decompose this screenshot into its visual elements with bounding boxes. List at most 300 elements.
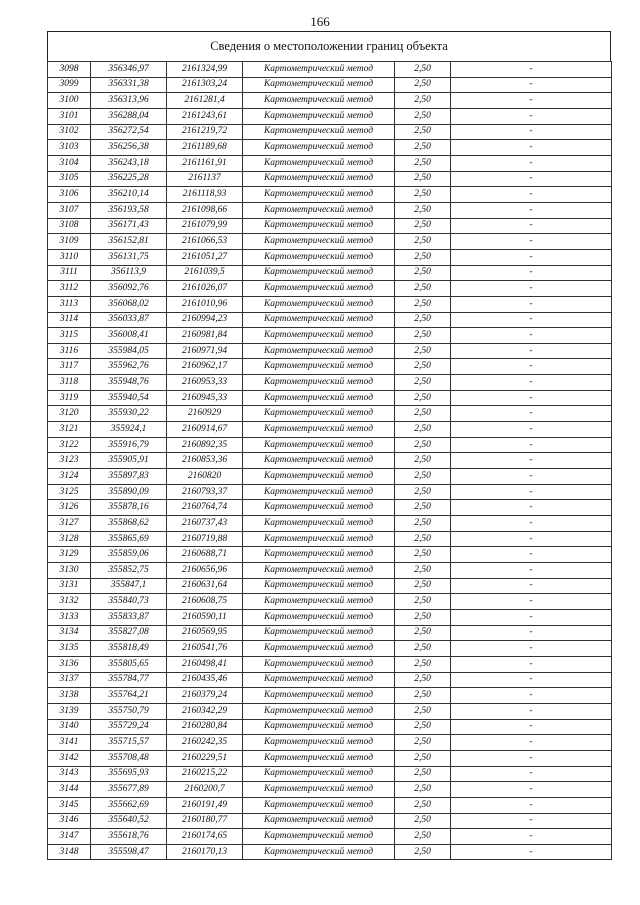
point-number-cell: 3144 bbox=[48, 782, 91, 798]
accuracy-cell: 2,50 bbox=[395, 375, 451, 391]
table-row bbox=[48, 484, 612, 500]
description-cell: - bbox=[451, 516, 612, 532]
accuracy-cell: 2,50 bbox=[395, 62, 451, 78]
table-row bbox=[48, 202, 612, 218]
accuracy-cell: 2,50 bbox=[395, 750, 451, 766]
point-number-cell: 3119 bbox=[48, 390, 91, 406]
y-coordinate-cell: 2160435,46 bbox=[167, 672, 243, 688]
table-row bbox=[48, 688, 612, 704]
accuracy-cell: 2,50 bbox=[395, 171, 451, 187]
x-coordinate-cell: 355984,05 bbox=[91, 343, 167, 359]
description-cell: - bbox=[451, 281, 612, 297]
description-cell: - bbox=[451, 594, 612, 610]
accuracy-cell: 2,50 bbox=[395, 234, 451, 250]
point-number-cell: 3148 bbox=[48, 844, 91, 860]
x-coordinate-cell: 356113,9 bbox=[91, 265, 167, 281]
x-coordinate-cell: 356131,75 bbox=[91, 249, 167, 265]
description-cell: - bbox=[451, 249, 612, 265]
table-row bbox=[48, 359, 612, 375]
table-row bbox=[48, 124, 612, 140]
table-row bbox=[48, 844, 612, 860]
description-cell: - bbox=[451, 437, 612, 453]
x-coordinate-cell: 355662,69 bbox=[91, 797, 167, 813]
table-row bbox=[48, 672, 612, 688]
point-number-cell: 3104 bbox=[48, 155, 91, 171]
table-row bbox=[48, 249, 612, 265]
method-cell: Картометрический метод bbox=[243, 547, 395, 563]
method-cell: Картометрический метод bbox=[243, 531, 395, 547]
point-number-cell: 3140 bbox=[48, 719, 91, 735]
description-cell: - bbox=[451, 719, 612, 735]
accuracy-cell: 2,50 bbox=[395, 844, 451, 860]
accuracy-cell: 2,50 bbox=[395, 296, 451, 312]
table-row bbox=[48, 328, 612, 344]
point-number-cell: 3131 bbox=[48, 578, 91, 594]
y-coordinate-cell: 2161281,4 bbox=[167, 93, 243, 109]
description-cell: - bbox=[451, 782, 612, 798]
x-coordinate-cell: 355750,79 bbox=[91, 703, 167, 719]
x-coordinate-cell: 356346,97 bbox=[91, 62, 167, 78]
x-coordinate-cell: 356225,28 bbox=[91, 171, 167, 187]
y-coordinate-cell: 2160719,88 bbox=[167, 531, 243, 547]
x-coordinate-cell: 355827,08 bbox=[91, 625, 167, 641]
table-row bbox=[48, 218, 612, 234]
method-cell: Картометрический метод bbox=[243, 312, 395, 328]
y-coordinate-cell: 2160981,84 bbox=[167, 328, 243, 344]
point-number-cell: 3137 bbox=[48, 672, 91, 688]
description-cell: - bbox=[451, 77, 612, 93]
description-cell: - bbox=[451, 813, 612, 829]
point-number-cell: 3128 bbox=[48, 531, 91, 547]
description-cell: - bbox=[451, 108, 612, 124]
method-cell: Картометрический метод bbox=[243, 359, 395, 375]
method-cell: Картометрический метод bbox=[243, 703, 395, 719]
point-number-cell: 3134 bbox=[48, 625, 91, 641]
point-number-cell: 3113 bbox=[48, 296, 91, 312]
table-row bbox=[48, 656, 612, 672]
x-coordinate-cell: 355878,16 bbox=[91, 500, 167, 516]
y-coordinate-cell: 2160242,35 bbox=[167, 735, 243, 751]
method-cell: Картометрический метод bbox=[243, 77, 395, 93]
point-number-cell: 3141 bbox=[48, 735, 91, 751]
method-cell: Картометрический метод bbox=[243, 328, 395, 344]
accuracy-cell: 2,50 bbox=[395, 281, 451, 297]
table-row bbox=[48, 281, 612, 297]
x-coordinate-cell: 355618,76 bbox=[91, 829, 167, 845]
description-cell: - bbox=[451, 312, 612, 328]
point-number-cell: 3122 bbox=[48, 437, 91, 453]
x-coordinate-cell: 355729,24 bbox=[91, 719, 167, 735]
table-row bbox=[48, 155, 612, 171]
point-number-cell: 3130 bbox=[48, 563, 91, 579]
accuracy-cell: 2,50 bbox=[395, 328, 451, 344]
method-cell: Картометрический метод bbox=[243, 437, 395, 453]
y-coordinate-cell: 2160656,96 bbox=[167, 563, 243, 579]
point-number-cell: 3107 bbox=[48, 202, 91, 218]
accuracy-cell: 2,50 bbox=[395, 108, 451, 124]
point-number-cell: 3098 bbox=[48, 62, 91, 78]
y-coordinate-cell: 2160215,22 bbox=[167, 766, 243, 782]
point-number-cell: 3136 bbox=[48, 656, 91, 672]
y-coordinate-cell: 2160994,23 bbox=[167, 312, 243, 328]
table-row bbox=[48, 343, 612, 359]
description-cell: - bbox=[451, 750, 612, 766]
description-cell: - bbox=[451, 844, 612, 860]
description-cell: - bbox=[451, 124, 612, 140]
x-coordinate-cell: 355905,91 bbox=[91, 453, 167, 469]
x-coordinate-cell: 355708,48 bbox=[91, 750, 167, 766]
table-row bbox=[48, 422, 612, 438]
point-number-cell: 3145 bbox=[48, 797, 91, 813]
accuracy-cell: 2,50 bbox=[395, 766, 451, 782]
method-cell: Картометрический метод bbox=[243, 469, 395, 485]
y-coordinate-cell: 2160631,64 bbox=[167, 578, 243, 594]
method-cell: Картометрический метод bbox=[243, 594, 395, 610]
y-coordinate-cell: 2160541,76 bbox=[167, 641, 243, 657]
method-cell: Картометрический метод bbox=[243, 844, 395, 860]
description-cell: - bbox=[451, 735, 612, 751]
point-number-cell: 3132 bbox=[48, 594, 91, 610]
table-row bbox=[48, 750, 612, 766]
y-coordinate-cell: 2160170,13 bbox=[167, 844, 243, 860]
table-row bbox=[48, 77, 612, 93]
method-cell: Картометрический метод bbox=[243, 296, 395, 312]
y-coordinate-cell: 2160191,49 bbox=[167, 797, 243, 813]
point-number-cell: 3138 bbox=[48, 688, 91, 704]
accuracy-cell: 2,50 bbox=[395, 735, 451, 751]
table-row bbox=[48, 516, 612, 532]
method-cell: Картометрический метод bbox=[243, 688, 395, 704]
table-row bbox=[48, 609, 612, 625]
table-row bbox=[48, 829, 612, 845]
description-cell: - bbox=[451, 656, 612, 672]
y-coordinate-cell: 2160914,67 bbox=[167, 422, 243, 438]
method-cell: Картометрический метод bbox=[243, 484, 395, 500]
description-cell: - bbox=[451, 140, 612, 156]
description-cell: - bbox=[451, 234, 612, 250]
method-cell: Картометрический метод bbox=[243, 422, 395, 438]
method-cell: Картометрический метод bbox=[243, 140, 395, 156]
method-cell: Картометрический метод bbox=[243, 343, 395, 359]
y-coordinate-cell: 2161079,99 bbox=[167, 218, 243, 234]
table-row bbox=[48, 625, 612, 641]
point-number-cell: 3125 bbox=[48, 484, 91, 500]
y-coordinate-cell: 2161051,27 bbox=[167, 249, 243, 265]
y-coordinate-cell: 2160737,43 bbox=[167, 516, 243, 532]
method-cell: Картометрический метод bbox=[243, 766, 395, 782]
description-cell: - bbox=[451, 453, 612, 469]
x-coordinate-cell: 356033,87 bbox=[91, 312, 167, 328]
method-cell: Картометрический метод bbox=[243, 829, 395, 845]
point-number-cell: 3101 bbox=[48, 108, 91, 124]
accuracy-cell: 2,50 bbox=[395, 531, 451, 547]
accuracy-cell: 2,50 bbox=[395, 249, 451, 265]
accuracy-cell: 2,50 bbox=[395, 813, 451, 829]
point-number-cell: 3112 bbox=[48, 281, 91, 297]
accuracy-cell: 2,50 bbox=[395, 140, 451, 156]
point-number-cell: 3117 bbox=[48, 359, 91, 375]
accuracy-cell: 2,50 bbox=[395, 422, 451, 438]
method-cell: Картометрический метод bbox=[243, 797, 395, 813]
method-cell: Картометрический метод bbox=[243, 108, 395, 124]
table-title: Сведения о местоположении границ объекта bbox=[47, 31, 611, 61]
method-cell: Картометрический метод bbox=[243, 124, 395, 140]
description-cell: - bbox=[451, 578, 612, 594]
accuracy-cell: 2,50 bbox=[395, 155, 451, 171]
accuracy-cell: 2,50 bbox=[395, 782, 451, 798]
x-coordinate-cell: 355924,1 bbox=[91, 422, 167, 438]
point-number-cell: 3123 bbox=[48, 453, 91, 469]
x-coordinate-cell: 355818,49 bbox=[91, 641, 167, 657]
y-coordinate-cell: 2160590,11 bbox=[167, 609, 243, 625]
table-body bbox=[48, 62, 612, 860]
method-cell: Картометрический метод bbox=[243, 578, 395, 594]
y-coordinate-cell: 2161118,93 bbox=[167, 187, 243, 203]
accuracy-cell: 2,50 bbox=[395, 547, 451, 563]
x-coordinate-cell: 355833,87 bbox=[91, 609, 167, 625]
description-cell: - bbox=[451, 563, 612, 579]
description-cell: - bbox=[451, 500, 612, 516]
table-row bbox=[48, 453, 612, 469]
accuracy-cell: 2,50 bbox=[395, 202, 451, 218]
y-coordinate-cell: 2160953,33 bbox=[167, 375, 243, 391]
y-coordinate-cell: 2161189,68 bbox=[167, 140, 243, 156]
point-number-cell: 3109 bbox=[48, 234, 91, 250]
method-cell: Картометрический метод bbox=[243, 656, 395, 672]
x-coordinate-cell: 355677,89 bbox=[91, 782, 167, 798]
y-coordinate-cell: 2160342,29 bbox=[167, 703, 243, 719]
point-number-cell: 3111 bbox=[48, 265, 91, 281]
table-row bbox=[48, 187, 612, 203]
y-coordinate-cell: 2160379,24 bbox=[167, 688, 243, 704]
y-coordinate-cell: 2160945,33 bbox=[167, 390, 243, 406]
x-coordinate-cell: 355948,76 bbox=[91, 375, 167, 391]
method-cell: Картометрический метод bbox=[243, 719, 395, 735]
description-cell: - bbox=[451, 202, 612, 218]
y-coordinate-cell: 2161219,72 bbox=[167, 124, 243, 140]
method-cell: Картометрический метод bbox=[243, 390, 395, 406]
x-coordinate-cell: 356193,58 bbox=[91, 202, 167, 218]
x-coordinate-cell: 356288,04 bbox=[91, 108, 167, 124]
description-cell: - bbox=[451, 531, 612, 547]
y-coordinate-cell: 2160764,74 bbox=[167, 500, 243, 516]
point-number-cell: 3103 bbox=[48, 140, 91, 156]
x-coordinate-cell: 355897,83 bbox=[91, 469, 167, 485]
accuracy-cell: 2,50 bbox=[395, 218, 451, 234]
accuracy-cell: 2,50 bbox=[395, 406, 451, 422]
point-number-cell: 3105 bbox=[48, 171, 91, 187]
description-cell: - bbox=[451, 625, 612, 641]
description-cell: - bbox=[451, 484, 612, 500]
method-cell: Картометрический метод bbox=[243, 641, 395, 657]
y-coordinate-cell: 2160608,75 bbox=[167, 594, 243, 610]
x-coordinate-cell: 356243,18 bbox=[91, 155, 167, 171]
x-coordinate-cell: 355916,79 bbox=[91, 437, 167, 453]
y-coordinate-cell: 2160688,71 bbox=[167, 547, 243, 563]
x-coordinate-cell: 355715,57 bbox=[91, 735, 167, 751]
description-cell: - bbox=[451, 797, 612, 813]
accuracy-cell: 2,50 bbox=[395, 484, 451, 500]
point-number-cell: 3127 bbox=[48, 516, 91, 532]
point-number-cell: 3120 bbox=[48, 406, 91, 422]
table-row bbox=[48, 62, 612, 78]
method-cell: Картометрический метод bbox=[243, 672, 395, 688]
description-cell: - bbox=[451, 703, 612, 719]
point-number-cell: 3114 bbox=[48, 312, 91, 328]
point-number-cell: 3121 bbox=[48, 422, 91, 438]
method-cell: Картометрический метод bbox=[243, 249, 395, 265]
point-number-cell: 3118 bbox=[48, 375, 91, 391]
description-cell: - bbox=[451, 688, 612, 704]
description-cell: - bbox=[451, 547, 612, 563]
y-coordinate-cell: 2160962,17 bbox=[167, 359, 243, 375]
point-number-cell: 3135 bbox=[48, 641, 91, 657]
method-cell: Картометрический метод bbox=[243, 202, 395, 218]
accuracy-cell: 2,50 bbox=[395, 594, 451, 610]
y-coordinate-cell: 2161010,96 bbox=[167, 296, 243, 312]
point-number-cell: 3100 bbox=[48, 93, 91, 109]
description-cell: - bbox=[451, 343, 612, 359]
accuracy-cell: 2,50 bbox=[395, 312, 451, 328]
table-row bbox=[48, 500, 612, 516]
x-coordinate-cell: 356068,02 bbox=[91, 296, 167, 312]
description-cell: - bbox=[451, 422, 612, 438]
description-cell: - bbox=[451, 265, 612, 281]
point-number-cell: 3124 bbox=[48, 469, 91, 485]
accuracy-cell: 2,50 bbox=[395, 703, 451, 719]
x-coordinate-cell: 356171,43 bbox=[91, 218, 167, 234]
table-row bbox=[48, 108, 612, 124]
table-row bbox=[48, 93, 612, 109]
method-cell: Картометрический метод bbox=[243, 782, 395, 798]
point-number-cell: 3139 bbox=[48, 703, 91, 719]
point-number-cell: 3106 bbox=[48, 187, 91, 203]
y-coordinate-cell: 2160853,36 bbox=[167, 453, 243, 469]
method-cell: Картометрический метод bbox=[243, 406, 395, 422]
x-coordinate-cell: 356331,38 bbox=[91, 77, 167, 93]
method-cell: Картометрический метод bbox=[243, 609, 395, 625]
accuracy-cell: 2,50 bbox=[395, 563, 451, 579]
y-coordinate-cell: 2160280,84 bbox=[167, 719, 243, 735]
point-number-cell: 3142 bbox=[48, 750, 91, 766]
y-coordinate-cell: 2161066,53 bbox=[167, 234, 243, 250]
y-coordinate-cell: 2160174,65 bbox=[167, 829, 243, 845]
table-row bbox=[48, 547, 612, 563]
y-coordinate-cell: 2160229,51 bbox=[167, 750, 243, 766]
accuracy-cell: 2,50 bbox=[395, 77, 451, 93]
method-cell: Картометрический метод bbox=[243, 265, 395, 281]
table-row bbox=[48, 797, 612, 813]
table-row bbox=[48, 140, 612, 156]
x-coordinate-cell: 356313,96 bbox=[91, 93, 167, 109]
x-coordinate-cell: 355840,73 bbox=[91, 594, 167, 610]
boundary-table-sheet bbox=[47, 31, 611, 860]
method-cell: Картометрический метод bbox=[243, 155, 395, 171]
table-row bbox=[48, 296, 612, 312]
method-cell: Картометрический метод bbox=[243, 813, 395, 829]
table-row bbox=[48, 766, 612, 782]
accuracy-cell: 2,50 bbox=[395, 829, 451, 845]
point-number-cell: 3126 bbox=[48, 500, 91, 516]
table-row bbox=[48, 813, 612, 829]
method-cell: Картометрический метод bbox=[243, 187, 395, 203]
table-row bbox=[48, 375, 612, 391]
x-coordinate-cell: 355868,62 bbox=[91, 516, 167, 532]
x-coordinate-cell: 355865,69 bbox=[91, 531, 167, 547]
accuracy-cell: 2,50 bbox=[395, 609, 451, 625]
x-coordinate-cell: 356008,41 bbox=[91, 328, 167, 344]
method-cell: Картометрический метод bbox=[243, 500, 395, 516]
y-coordinate-cell: 2160820 bbox=[167, 469, 243, 485]
y-coordinate-cell: 2160569,95 bbox=[167, 625, 243, 641]
method-cell: Картометрический метод bbox=[243, 735, 395, 751]
accuracy-cell: 2,50 bbox=[395, 672, 451, 688]
description-cell: - bbox=[451, 375, 612, 391]
x-coordinate-cell: 355598,47 bbox=[91, 844, 167, 860]
x-coordinate-cell: 355784,77 bbox=[91, 672, 167, 688]
table-row bbox=[48, 171, 612, 187]
method-cell: Картометрический метод bbox=[243, 453, 395, 469]
accuracy-cell: 2,50 bbox=[395, 625, 451, 641]
accuracy-cell: 2,50 bbox=[395, 719, 451, 735]
accuracy-cell: 2,50 bbox=[395, 656, 451, 672]
x-coordinate-cell: 355805,65 bbox=[91, 656, 167, 672]
table-row bbox=[48, 641, 612, 657]
description-cell: - bbox=[451, 390, 612, 406]
y-coordinate-cell: 2160892,35 bbox=[167, 437, 243, 453]
description-cell: - bbox=[451, 829, 612, 845]
table-row bbox=[48, 406, 612, 422]
point-number-cell: 3129 bbox=[48, 547, 91, 563]
description-cell: - bbox=[451, 641, 612, 657]
method-cell: Картометрический метод bbox=[243, 62, 395, 78]
table-row bbox=[48, 437, 612, 453]
y-coordinate-cell: 2161026,07 bbox=[167, 281, 243, 297]
method-cell: Картометрический метод bbox=[243, 625, 395, 641]
point-number-cell: 3110 bbox=[48, 249, 91, 265]
description-cell: - bbox=[451, 93, 612, 109]
table-row bbox=[48, 578, 612, 594]
table-row bbox=[48, 312, 612, 328]
table-row bbox=[48, 469, 612, 485]
table-row bbox=[48, 594, 612, 610]
y-coordinate-cell: 2160498,41 bbox=[167, 656, 243, 672]
x-coordinate-cell: 355852,75 bbox=[91, 563, 167, 579]
accuracy-cell: 2,50 bbox=[395, 469, 451, 485]
method-cell: Картометрический метод bbox=[243, 563, 395, 579]
method-cell: Картометрический метод bbox=[243, 750, 395, 766]
accuracy-cell: 2,50 bbox=[395, 641, 451, 657]
accuracy-cell: 2,50 bbox=[395, 359, 451, 375]
accuracy-cell: 2,50 bbox=[395, 578, 451, 594]
table-row bbox=[48, 719, 612, 735]
description-cell: - bbox=[451, 766, 612, 782]
y-coordinate-cell: 2161303,24 bbox=[167, 77, 243, 93]
y-coordinate-cell: 2160793,37 bbox=[167, 484, 243, 500]
accuracy-cell: 2,50 bbox=[395, 500, 451, 516]
x-coordinate-cell: 355962,76 bbox=[91, 359, 167, 375]
accuracy-cell: 2,50 bbox=[395, 516, 451, 532]
y-coordinate-cell: 2161324,99 bbox=[167, 62, 243, 78]
x-coordinate-cell: 356272,54 bbox=[91, 124, 167, 140]
method-cell: Картометрический метод bbox=[243, 93, 395, 109]
table-row bbox=[48, 390, 612, 406]
y-coordinate-cell: 2161243,61 bbox=[167, 108, 243, 124]
x-coordinate-cell: 355847,1 bbox=[91, 578, 167, 594]
accuracy-cell: 2,50 bbox=[395, 93, 451, 109]
point-number-cell: 3143 bbox=[48, 766, 91, 782]
description-cell: - bbox=[451, 218, 612, 234]
